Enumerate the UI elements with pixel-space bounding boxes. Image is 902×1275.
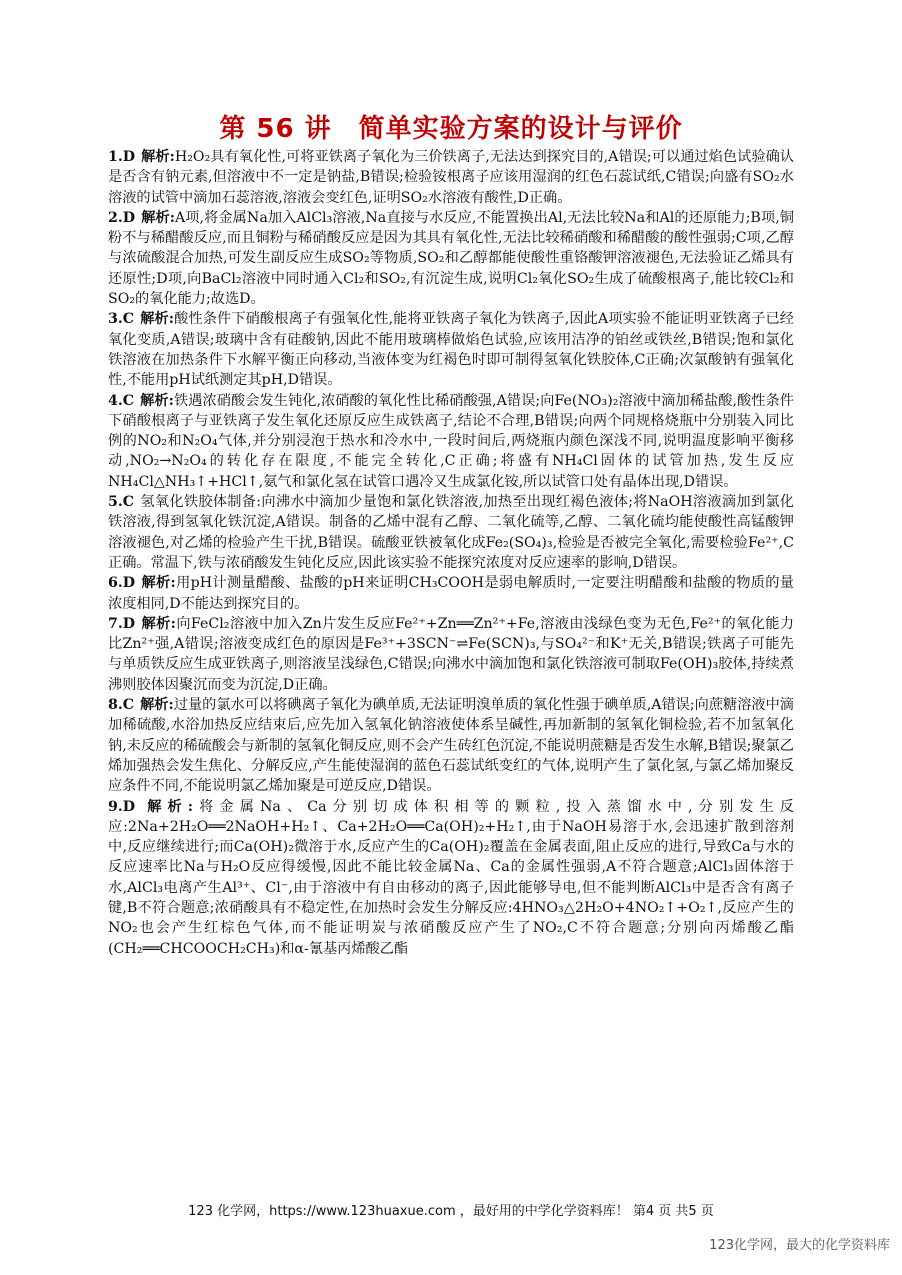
answer-item xyxy=(108,695,794,796)
watermark: 123化学网，最大的化学资料库 xyxy=(709,1238,890,1253)
answer-number: 1.D xyxy=(108,149,136,165)
analysis-label: 解析: xyxy=(140,311,175,328)
analysis-text: 将金属Na、Ca分别切成体积相等的颗粒,投入蒸馏水中,分别发生反应:2Na+2H₂O══2NaOH+H₂↑、Ca+2H₂O══Ca(OH)₂+H₂↑,由于NaOH易溶于水,会迅速扩散到溶剂中,反应继续进行;而Ca(OH)₂微溶于水,反应产生的Ca(OH)₂覆盖在金属表面,阻止反应的进行,导致Ca与水的反应速率比Na与H₂O反应得缓慢,因此不能比较金属Na、Ca的金属性强弱,A不符合题意;AlCl₃固体溶于水,AlCl₃电离产生Al³⁺、Cl⁻,由于溶液中有自由移动的离子,因此能够导电,但不能判断AlCl₃中是否含有离子键,B不符合题意;浓硝酸具有不稳定性,在加热时会发生分解反应:4HNO₃△2H₂O+4NO₂↑+O₂↑,反应产生的NO₂也会产生红棕色气体,而不能证明炭与浓硝酸反应产生了NO₂,C不符合题意;分别向丙烯酸乙酯(CH₂══CHCOOCH₂CH₃)和α-氰基丙烯酸乙酯 xyxy=(108,798,794,957)
analysis-text: H₂O₂具有氧化性,可将亚铁离子氧化为三价铁离子,无法达到探究目的,A错误;可以通过焰色试验确认是否含有钠元素,但溶液中不一定是钠盐,B错误;检验铵根离子应该用湿润的红色石蕊试纸,C错误;向盛有SO₂水溶液的试管中滴加石蕊溶液,溶液会变红色,证明SO₂水溶液有酸性,D正确。 xyxy=(108,149,794,206)
analysis-label: 解析: xyxy=(141,575,176,592)
analysis-text: 向FeCl₂溶液中加入Zn片发生反应Fe²⁺+Zn══Zn²⁺+Fe,溶液由浅绿色变为无色,Fe²⁺的氧化能力比Zn²⁺强,A错误;溶液变成红色的原因是Fe³⁺+3SCN⁻⇌Fe(SCN)₃,与SO₄²⁻和K⁺无关,B错误;铁离子可能先与单质铁反应生成亚铁离子,则溶液呈浅绿色,C错误;向沸水中滴加饱和氯化铁溶液可制取Fe(OH)₃胶体,持续煮沸则胶体因聚沉而变为沉淀,D正确。 xyxy=(108,615,795,693)
answer-number: 3.C xyxy=(108,311,135,328)
answer-number: 8.C xyxy=(108,697,135,714)
answer-item xyxy=(108,797,794,959)
answer-item xyxy=(108,147,794,208)
analysis-label: 解析: xyxy=(141,209,175,226)
answer-list xyxy=(108,147,794,959)
answer-item xyxy=(108,614,794,695)
analysis-label: 解析: xyxy=(141,798,194,815)
analysis-label: 解析: xyxy=(141,149,175,165)
analysis-label: 解析: xyxy=(140,392,174,409)
answer-number: 9.D xyxy=(108,798,136,815)
answer-item xyxy=(108,492,794,573)
page-title: 第 56 讲 简单实验方案的设计与评价 xyxy=(219,114,683,144)
page-footer: 123 化学网，https://www.123huaxue.com ，最好用的中学化学资料库！ 第4 页 共5 页 xyxy=(188,1204,714,1219)
analysis-label: 解析: xyxy=(140,697,174,714)
analysis-text: 过量的氯水可以将碘离子氧化为碘单质,无法证明溴单质的氧化性强于碘单质,A错误;向蔗糖溶液中滴加稀硫酸,水浴加热反应结束后,应先加入氢氧化钠溶液使体系呈碱性,再加新制的氢氧化铜检验,若不加氢氧化钠,未反应的稀硫酸会与新制的氢氧化铜反应,则不会产生砖红色沉淀,不能说明蔗糖是否发生水解,B错误;聚氯乙烯加强热会发生焦化、分解反应,产生能使湿润的蓝色石蕊试纸变红的气体,说明产生了氯化氢,与氯乙烯加聚反应条件不同,不能说明氯乙烯加聚是可逆反应,D错误。 xyxy=(108,697,794,795)
analysis-text: 氢氧化铁胶体制备:向沸水中滴加少量饱和氯化铁溶液,加热至出现红褐色液体;将NaOH溶液滴加到氯化铁溶液,得到氢氧化铁沉淀,A错误。制备的乙烯中混有乙醇、二氧化硫等,乙醇、二氧化硫均能使酸性高锰酸钾溶液褪色,对乙烯的检验产生干扰,B错误。硫酸亚铁被氧化成Fe₂(SO₄)₃,检验是否被完全氧化,需要检验Fe²⁺,C正确。常温下,铁与浓硝酸发生钝化反应,因此该实验不能探究浓度对反应速率的影响,D错误。 xyxy=(108,494,794,571)
analysis-label: 解析: xyxy=(141,615,176,632)
answer-item xyxy=(108,573,794,614)
analysis-text: A项,将金属Na加入AlCl₃溶液,Na直接与水反应,不能置换出Al,无法比较Na和Al的还原能力;B项,铜粉不与稀醋酸反应,而且铜粉与稀硝酸反应是因为其具有氧化性,无法比较稀硝酸和稀醋酸的酸性强弱;C项,乙醇与浓硫酸混合加热,可发生副反应生成SO₂等物质,SO₂和乙醇都能使酸性重铬酸钾溶液褪色,无法验证乙烯具有还原性;D项,向BaCl₂溶液中同时通入Cl₂和SO₂,有沉淀生成,说明Cl₂氧化SO₂生成了硫酸根离子,能比较Cl₂和SO₂的氧化能力;故选D。 xyxy=(108,209,794,308)
answer-number: 5.C xyxy=(108,494,135,511)
analysis-text: 铁遇浓硝酸会发生钝化,浓硝酸的氧化性比稀硝酸强,A错误;向Fe(NO₃)₂溶液中滴加稀盐酸,酸性条件下硝酸根离子与亚铁离子发生氧化还原反应生成铁离子,结论不合理,B错误;向两个同规格烧瓶中分别装入同比例的NO₂和N₂O₄气体,并分别浸泡于热水和冷水中,一段时间后,两烧瓶内颜色深浅不同,说明温度影响平衡移动,NO₂→N₂O₄的转化存在限度,不能完全转化,C正确;将盛有NH₄Cl固体的试管加热,发生反应NH₄Cl△NH₃↑+HCl↑,氨气和氯化氢在试管口遇冷又生成氯化铵,所以试管口处有晶体出现,D错误。 xyxy=(108,392,794,490)
answer-item xyxy=(108,208,794,309)
answer-number: 6.D xyxy=(108,575,136,592)
analysis-text: 酸性条件下硝酸根离子有强氧化性,能将亚铁离子氧化为铁离子,因此A项实验不能证明亚铁离子已经氧化变质,A错误;玻璃中含有硅酸钠,因此不能用玻璃棒做焰色试验,应该用洁净的铂丝或铁丝,B错误;饱和氯化铁溶液在加热条件下水解平衡正向移动,当液体变为红褐色时即可制得氢氧化铁胶体,C正确;次氯酸钠有强氧化性,不能用pH试纸测定其pH,D错误。 xyxy=(108,311,794,389)
answer-number: 7.D xyxy=(108,615,136,632)
answer-item xyxy=(108,309,794,390)
analysis-text: 用pH计测量醋酸、盐酸的pH来证明CH₃COOH是弱电解质时,一定要注明醋酸和盐酸的物质的量浓度相同,D不能达到探究目的。 xyxy=(108,575,794,612)
answer-number: 2.D xyxy=(108,209,136,226)
answer-number: 4.C xyxy=(108,392,135,409)
answer-item xyxy=(108,391,794,492)
